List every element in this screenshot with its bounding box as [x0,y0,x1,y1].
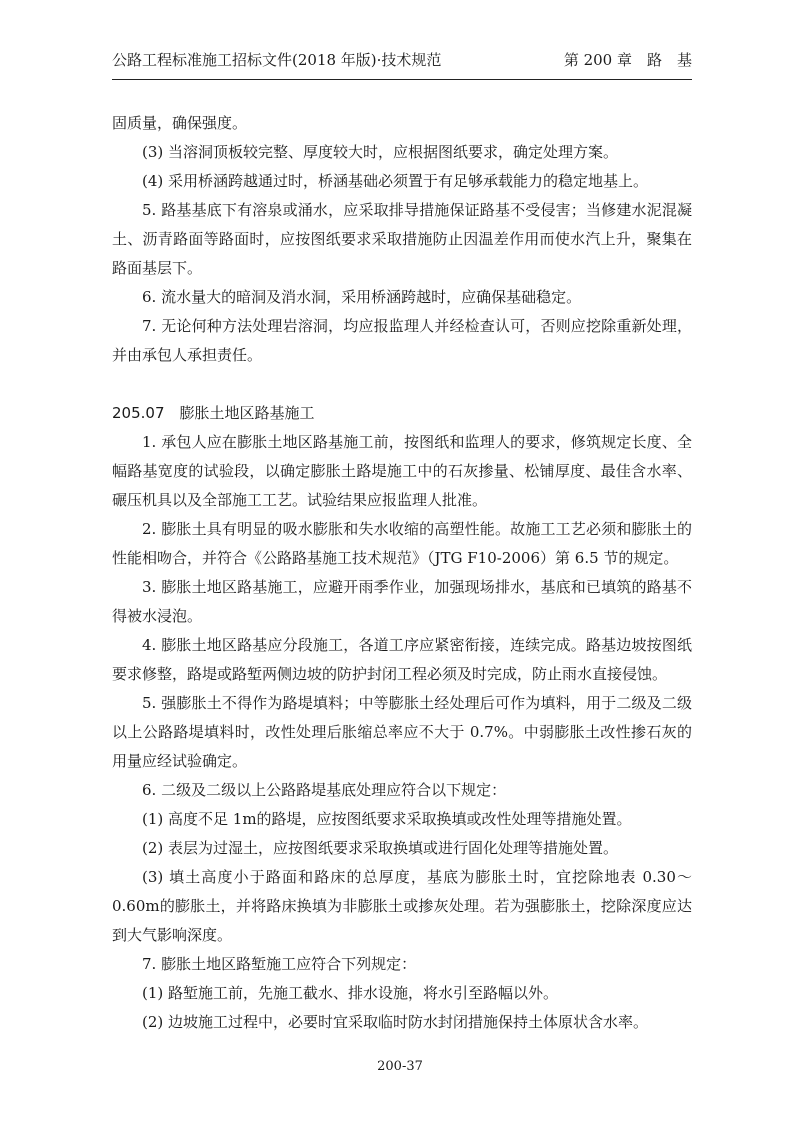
body-text [112,109,692,1037]
paragraph: 4. 膨胀土地区路基应分段施工，各道工序应紧密衔接，连续完成。路基边坡按图纸要求修整，路堤或路堑两侧边坡的防护封闭工程必须及时完成，防止雨水直接侵蚀。 [112,636,692,683]
section-heading: 205.07 膨胀土地区路基施工 [112,404,315,422]
paragraph: 5. 强膨胀土不得作为路堤填料；中等膨胀土经处理后可作为填料，用于二级及二级以上公路路堤填料时，改性处理后胀缩总率应不大于 0.7%。中弱膨胀土改性掺石灰的用量应经试验确定。 [112,694,692,770]
paragraph: 3. 膨胀土地区路基施工，应避开雨季作业，加强现场排水，基底和已填筑的路基不得被水浸泡。 [112,578,692,625]
paragraph: 7. 膨胀土地区路堑施工应符合下列规定： [142,955,417,973]
paragraph: 6. 流水量大的暗洞及消水洞，采用桥涵跨越时，应确保基础稳定。 [142,288,582,306]
paragraph: 固质量，确保强度。 [112,114,248,132]
paragraph: 6. 二级及二级以上公路路堤基底处理应符合以下规定： [142,781,507,799]
paragraph: 5. 路基基底下有溶泉或涌水，应采取排导措施保证路基不受侵害；当修建水泥混凝土、沥青路面等路面时，应按图纸要求采取措施防止因温差作用而使水汽上升，聚集在路面基层下。 [112,201,692,277]
paragraph: (3) 填土高度小于路面和路床的总厚度，基底为膨胀土时，宜挖除地表 0.30～0.60m的膨胀土，并将路床换填为非膨胀土或掺灰处理。若为强膨胀土，挖除深度应达到大气影响深度。 [112,868,692,944]
paragraph: 1. 承包人应在膨胀土地区路基施工前，按图纸和监理人的要求，修筑规定长度、全幅路基宽度的试验段，以确定膨胀土路堤施工中的石灰掺量、松铺厚度、最佳含水率、碾压机具以及全部施工工艺。试验结果应报监理人批准。 [112,433,692,509]
page-number: 200-37 [377,1059,423,1074]
paragraph: (2) 表层为过湿土，应按图纸要求采取换填或进行固化处理等措施处置。 [142,839,619,857]
paragraph: (2) 边坡施工过程中，必要时宜采取临时防水封闭措施保持土体原状含水率。 [142,1013,649,1031]
header-rule [112,79,692,80]
paragraph: (4) 采用桥涵跨越通过时，桥涵基础必须置于有足够承载能力的稳定地基上。 [142,172,649,190]
paragraph: 2. 膨胀土具有明显的吸水膨胀和失水收缩的高塑性能。故施工工艺必须和膨胀土的性能相吻合，并符合《公路路基施工技术规范》（JTG F10-2006）第 6.5 节的规定。 [112,520,692,567]
paragraph: 7. 无论何种方法处理岩溶洞，均应报监理人并经检查认可，否则应挖除重新处理，并由承包人承担责任。 [112,317,692,364]
header-chapter-title: 第 200 章 路 基 [563,51,692,69]
running-header [112,48,692,72]
paragraph: (3) 当溶洞顶板较完整、厚度较大时，应根据图纸要求，确定处理方案。 [142,143,619,161]
header-document-title: 公路工程标准施工招标文件(2018 年版)·技术规范 [112,51,442,69]
paragraph: (1) 路堑施工前，先施工截水、排水设施，将水引至路幅以外。 [142,984,559,1002]
paragraph: (1) 高度不足 1m的路堤，应按图纸要求采取换填或改性处理等措施处置。 [142,810,632,828]
